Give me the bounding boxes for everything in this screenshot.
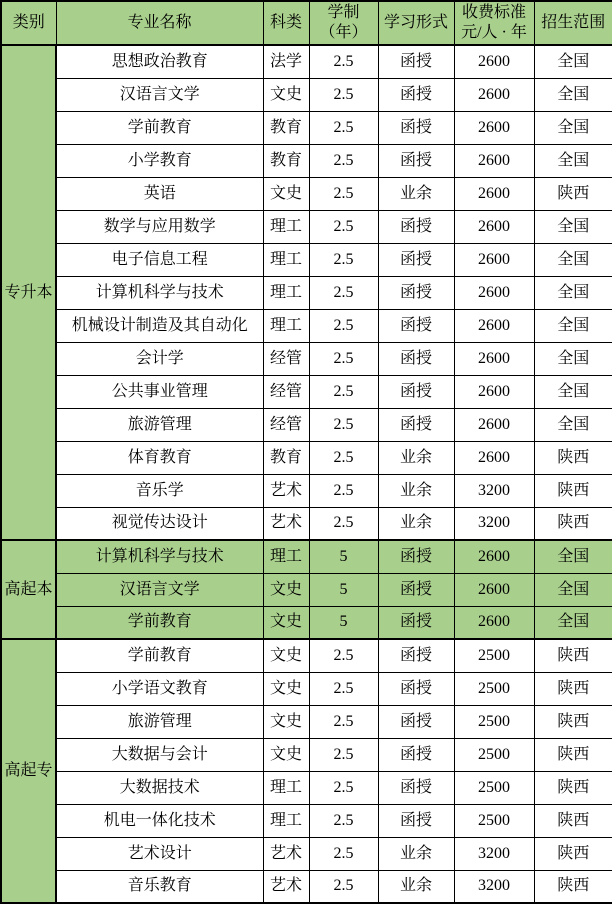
scope-cell: 全国: [534, 210, 612, 243]
major-cell: 公共事业管理: [56, 375, 263, 408]
col-header-duration: [309, 1, 378, 45]
table-row: [1, 639, 612, 672]
subject-cell: 理工: [263, 540, 309, 573]
major-cell: 电子信息工程: [56, 243, 263, 276]
scope-cell: 全国: [534, 45, 612, 78]
scope-cell: 全国: [534, 606, 612, 639]
subject-cell: 理工: [263, 210, 309, 243]
subject-cell: 文史: [263, 606, 309, 639]
duration-cell: 5: [309, 540, 378, 573]
duration-cell: 5: [309, 573, 378, 606]
category-cell: 高起专: [1, 639, 56, 903]
scope-cell: 陕西: [534, 705, 612, 738]
study-form-cell: 函授: [378, 111, 454, 144]
table-row: [1, 771, 612, 804]
duration-cell: 2.5: [309, 672, 378, 705]
subject-cell: 艺术: [263, 837, 309, 870]
subject-cell: 理工: [263, 276, 309, 309]
category-cell: 高起本: [1, 540, 56, 639]
fee-cell: 2600: [454, 177, 534, 210]
major-cell: 大数据与会计: [56, 738, 263, 771]
scope-cell: 全国: [534, 111, 612, 144]
subject-cell: 文史: [263, 738, 309, 771]
fee-cell: 2600: [454, 540, 534, 573]
major-cell: 数学与应用数学: [56, 210, 263, 243]
table-row: [1, 573, 612, 606]
major-cell: 计算机科学与技术: [56, 540, 263, 573]
major-cell: 旅游管理: [56, 705, 263, 738]
fee-cell: 2600: [454, 45, 534, 78]
table-row: [1, 78, 612, 111]
subject-cell: 艺术: [263, 507, 309, 540]
major-cell: 汉语言文学: [56, 78, 263, 111]
study-form-cell: 函授: [378, 408, 454, 441]
duration-cell: 2.5: [309, 705, 378, 738]
subject-cell: 教育: [263, 144, 309, 177]
table-header: [1, 1, 612, 45]
fee-cell: 2600: [454, 573, 534, 606]
study-form-cell: 函授: [378, 705, 454, 738]
table-row: [1, 672, 612, 705]
duration-cell: 2.5: [309, 342, 378, 375]
duration-cell: 2.5: [309, 441, 378, 474]
col-header-duration-line2: （年）: [319, 24, 368, 41]
subject-cell: 经管: [263, 408, 309, 441]
fee-cell: 2600: [454, 309, 534, 342]
study-form-cell: 业余: [378, 837, 454, 870]
subject-cell: 教育: [263, 441, 309, 474]
major-cell: 思想政治教育: [56, 45, 263, 78]
col-header-scope: 招生范围: [534, 1, 612, 45]
table-row: [1, 804, 612, 837]
scope-cell: 陕西: [534, 738, 612, 771]
fee-cell: 2600: [454, 606, 534, 639]
table-row: [1, 210, 612, 243]
major-cell: 英语: [56, 177, 263, 210]
subject-cell: 理工: [263, 309, 309, 342]
duration-cell: 2.5: [309, 771, 378, 804]
major-cell: 音乐学: [56, 474, 263, 507]
scope-cell: 陕西: [534, 177, 612, 210]
duration-cell: 2.5: [309, 210, 378, 243]
study-form-cell: 函授: [378, 672, 454, 705]
duration-cell: 2.5: [309, 78, 378, 111]
study-form-cell: 业余: [378, 177, 454, 210]
fee-cell: 3200: [454, 507, 534, 540]
table-row: [1, 705, 612, 738]
major-cell: 学前教育: [56, 111, 263, 144]
fee-cell: 2500: [454, 672, 534, 705]
subject-cell: 经管: [263, 342, 309, 375]
study-form-cell: 函授: [378, 639, 454, 672]
study-form-cell: 函授: [378, 45, 454, 78]
subject-cell: 经管: [263, 375, 309, 408]
fee-cell: 2600: [454, 111, 534, 144]
col-header-subject: 科类: [263, 1, 309, 45]
duration-cell: 2.5: [309, 177, 378, 210]
fee-cell: 2600: [454, 441, 534, 474]
fee-cell: 2600: [454, 210, 534, 243]
subject-cell: 文史: [263, 78, 309, 111]
study-form-cell: 业余: [378, 507, 454, 540]
major-cell: 汉语言文学: [56, 573, 263, 606]
scope-cell: 陕西: [534, 441, 612, 474]
scope-cell: 陕西: [534, 804, 612, 837]
scope-cell: 全国: [534, 342, 612, 375]
subject-cell: 理工: [263, 804, 309, 837]
study-form-cell: 函授: [378, 342, 454, 375]
major-cell: 机电一体化技术: [56, 804, 263, 837]
subject-cell: 文史: [263, 573, 309, 606]
study-form-cell: 函授: [378, 804, 454, 837]
scope-cell: 陕西: [534, 771, 612, 804]
col-header-duration-line1: 学制: [327, 4, 360, 21]
study-form-cell: 函授: [378, 375, 454, 408]
duration-cell: 2.5: [309, 144, 378, 177]
header-row: [1, 1, 612, 45]
table-row: [1, 276, 612, 309]
duration-cell: 2.5: [309, 276, 378, 309]
col-header-category: 类别: [1, 1, 56, 45]
fee-cell: 2600: [454, 342, 534, 375]
duration-cell: 2.5: [309, 870, 378, 903]
study-form-cell: 函授: [378, 78, 454, 111]
fee-cell: 2500: [454, 639, 534, 672]
table-row: [1, 540, 612, 573]
study-form-cell: 函授: [378, 738, 454, 771]
table-row: [1, 177, 612, 210]
scope-cell: 陕西: [534, 507, 612, 540]
fee-cell: 2600: [454, 78, 534, 111]
table-row: [1, 243, 612, 276]
table-row: [1, 441, 612, 474]
table-row: [1, 375, 612, 408]
study-form-cell: 业余: [378, 474, 454, 507]
fee-cell: 2600: [454, 144, 534, 177]
scope-cell: 全国: [534, 78, 612, 111]
study-form-cell: 函授: [378, 144, 454, 177]
duration-cell: 2.5: [309, 639, 378, 672]
scope-cell: 陕西: [534, 870, 612, 903]
fee-cell: 3200: [454, 870, 534, 903]
subject-cell: 理工: [263, 243, 309, 276]
fee-cell: 2500: [454, 804, 534, 837]
table-row: [1, 738, 612, 771]
duration-cell: 5: [309, 606, 378, 639]
table-row: [1, 111, 612, 144]
major-cell: 学前教育: [56, 606, 263, 639]
fee-cell: 2500: [454, 738, 534, 771]
subject-cell: 艺术: [263, 474, 309, 507]
fee-cell: 2600: [454, 276, 534, 309]
duration-cell: 2.5: [309, 243, 378, 276]
table-row: [1, 45, 612, 78]
scope-cell: 全国: [534, 573, 612, 606]
study-form-cell: 函授: [378, 276, 454, 309]
fee-cell: 3200: [454, 474, 534, 507]
scope-cell: 全国: [534, 540, 612, 573]
duration-cell: 2.5: [309, 738, 378, 771]
duration-cell: 2.5: [309, 474, 378, 507]
table-row: [1, 342, 612, 375]
fee-cell: 2500: [454, 705, 534, 738]
major-cell: 体育教育: [56, 441, 263, 474]
col-header-major: 专业名称: [56, 1, 263, 45]
fee-cell: 2600: [454, 375, 534, 408]
table-row: [1, 474, 612, 507]
table-row: [1, 837, 612, 870]
major-cell: 会计学: [56, 342, 263, 375]
table-row: [1, 408, 612, 441]
col-header-fee: [454, 1, 534, 45]
duration-cell: 2.5: [309, 309, 378, 342]
study-form-cell: 函授: [378, 210, 454, 243]
category-cell: 专升本: [1, 45, 56, 540]
major-cell: 艺术设计: [56, 837, 263, 870]
table-row: [1, 309, 612, 342]
scope-cell: 全国: [534, 375, 612, 408]
study-form-cell: 函授: [378, 606, 454, 639]
scope-cell: 全国: [534, 408, 612, 441]
duration-cell: 2.5: [309, 408, 378, 441]
duration-cell: 2.5: [309, 45, 378, 78]
major-cell: 音乐教育: [56, 870, 263, 903]
study-form-cell: 函授: [378, 573, 454, 606]
duration-cell: 2.5: [309, 837, 378, 870]
subject-cell: 文史: [263, 672, 309, 705]
scope-cell: 全国: [534, 309, 612, 342]
subject-cell: 文史: [263, 705, 309, 738]
table-row: [1, 606, 612, 639]
major-cell: 机械设计制造及其自动化: [56, 309, 263, 342]
table-row: [1, 507, 612, 540]
fee-cell: 3200: [454, 837, 534, 870]
subject-cell: 文史: [263, 177, 309, 210]
major-cell: 旅游管理: [56, 408, 263, 441]
subject-cell: 法学: [263, 45, 309, 78]
major-cell: 大数据技术: [56, 771, 263, 804]
study-form-cell: 函授: [378, 309, 454, 342]
col-header-fee-line2: 元/人 · 年: [461, 24, 527, 41]
col-header-study-form: 学习形式: [378, 1, 454, 45]
duration-cell: 2.5: [309, 111, 378, 144]
duration-cell: 2.5: [309, 507, 378, 540]
study-form-cell: 函授: [378, 243, 454, 276]
scope-cell: 全国: [534, 276, 612, 309]
subject-cell: 艺术: [263, 870, 309, 903]
study-form-cell: 业余: [378, 870, 454, 903]
fee-cell: 2600: [454, 408, 534, 441]
scope-cell: 陕西: [534, 672, 612, 705]
major-cell: 学前教育: [56, 639, 263, 672]
major-cell: 计算机科学与技术: [56, 276, 263, 309]
major-cell: 小学教育: [56, 144, 263, 177]
col-header-fee-line1: 收费标准: [461, 4, 526, 21]
subject-cell: 教育: [263, 111, 309, 144]
table-row: [1, 870, 612, 903]
table-row: [1, 144, 612, 177]
duration-cell: 2.5: [309, 375, 378, 408]
study-form-cell: 业余: [378, 441, 454, 474]
table-body: [1, 45, 612, 903]
scope-cell: 全国: [534, 144, 612, 177]
study-form-cell: 函授: [378, 771, 454, 804]
scope-cell: 陕西: [534, 837, 612, 870]
subject-cell: 理工: [263, 771, 309, 804]
scope-cell: 陕西: [534, 474, 612, 507]
fee-cell: 2600: [454, 243, 534, 276]
fee-cell: 2500: [454, 771, 534, 804]
major-cell: 小学语文教育: [56, 672, 263, 705]
duration-cell: 2.5: [309, 804, 378, 837]
study-form-cell: 函授: [378, 540, 454, 573]
major-cell: 视觉传达设计: [56, 507, 263, 540]
scope-cell: 全国: [534, 243, 612, 276]
subject-cell: 文史: [263, 639, 309, 672]
scope-cell: 陕西: [534, 639, 612, 672]
